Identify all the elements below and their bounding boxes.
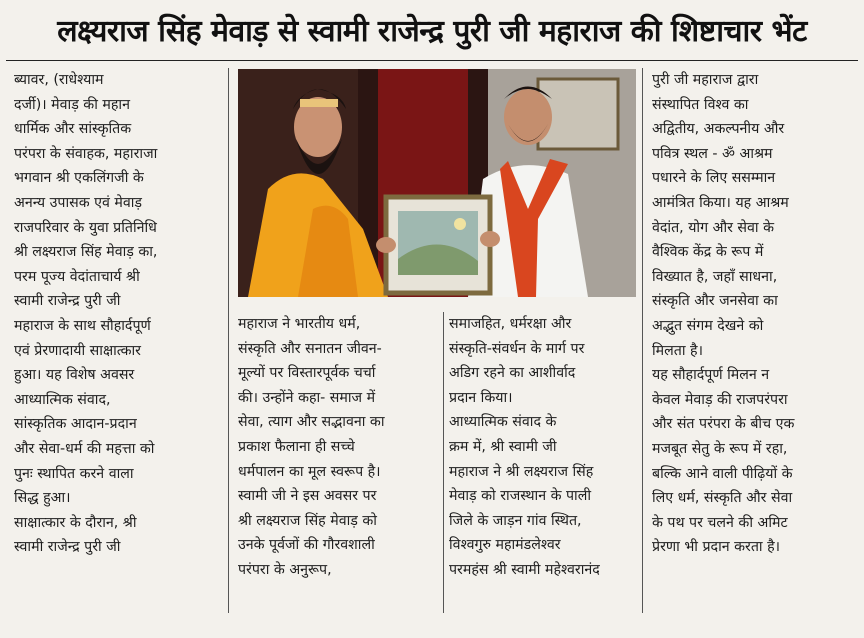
article-line: पवित्र स्थल - ॐ आश्रम	[652, 145, 773, 162]
article-line: क्रम में, श्री स्वामी जी	[449, 438, 557, 455]
article-line: जिले के जाड़न गांव स्थित,	[449, 512, 582, 529]
article-column-1	[14, 68, 220, 560]
article-line: साक्षात्कार के दौरान, श्री	[14, 514, 137, 531]
article-line: विख्यात है, जहाँ साधना,	[652, 268, 778, 285]
article-line: ब्यावर, (राधेश्याम	[14, 72, 104, 88]
article-line: मूल्यों पर विस्तारपूर्वक चर्चा	[238, 365, 376, 382]
article-line: प्रेरणा भी प्रदान करता है।	[652, 539, 781, 556]
article-line: केवल मेवाड़ की राजपरंपरा	[652, 391, 788, 408]
article-line: स्वामी राजेन्द्र पुरी जी	[14, 539, 121, 556]
article-line: आमंत्रित किया। यह आश्रम	[652, 194, 789, 211]
article-line: परमहंस श्री स्वामी महेश्वरानंद	[449, 561, 600, 578]
article-line: श्री लक्ष्यराज सिंह मेवाड़ को	[238, 512, 377, 529]
photo-illustration	[238, 69, 636, 297]
article-line: और संत परंपरा के बीच एक	[652, 416, 795, 433]
article-line: समाजहित, धर्मरक्षा और	[449, 316, 572, 332]
article-line: पधारने के लिए ससम्मान	[652, 170, 776, 187]
article-line: संस्थापित विश्व का	[652, 96, 749, 113]
article-line: भगवान श्री एकलिंगजी के	[14, 170, 144, 187]
article-line: सेवा, त्याग और सद्भावना का	[238, 414, 385, 431]
column-divider	[443, 312, 444, 613]
article-line: यह सौहार्दपूर्ण मिलन न	[652, 367, 770, 384]
article-line: परम पूज्य वेदांताचार्य श्री	[14, 268, 140, 285]
article-line: स्वामी राजेन्द्र पुरी जी	[14, 293, 121, 310]
article-line: महाराज ने श्री लक्ष्यराज सिंह	[449, 463, 594, 480]
article-line: आध्यात्मिक संवाद के	[449, 414, 557, 431]
article-line: दर्जी)। मेवाड़ की महान	[14, 96, 130, 113]
article-line: अद्वितीय, अकल्पनीय और	[652, 121, 785, 138]
article-line: धार्मिक और सांस्कृतिक	[14, 121, 132, 138]
article-line: स्वामी जी ने इस अवसर पर	[238, 488, 377, 505]
article-line: अनन्य उपासक एवं मेवाड़	[14, 194, 143, 211]
article-line: धर्मपालन का मूल स्वरूप है।	[238, 463, 381, 480]
column-divider	[642, 68, 643, 613]
article-line: महाराज ने भारतीय धर्म,	[238, 316, 361, 332]
article-line: एवं प्रेरणादायी साक्षात्कार	[14, 342, 141, 359]
article-line: श्री लक्ष्यराज सिंह मेवाड़ का,	[14, 244, 158, 261]
article-line: परंपरा के अनुरूप,	[238, 561, 332, 578]
article-line: अद्भुत संगम देखने को	[652, 317, 764, 334]
article-line: संस्कृति-संवर्धन के मार्ग पर	[449, 340, 585, 357]
article-line: उनके पूर्वजों की गौरवशाली	[238, 537, 375, 554]
article-line: अडिग रहने का आशीर्वाद	[449, 365, 576, 382]
article-line: संस्कृति और सनातन जीवन-	[238, 340, 382, 357]
news-photo	[238, 69, 636, 297]
article-line: आध्यात्मिक संवाद,	[14, 391, 111, 408]
article-line: के पथ पर चलने की अमिट	[652, 514, 788, 531]
article-line: पुरी जी महाराज द्वारा	[652, 72, 759, 88]
article-line: राजपरिवार के युवा प्रतिनिधि	[14, 219, 157, 236]
article-line: विश्वगुरु महामंडलेश्वर	[449, 537, 561, 554]
article-line: मेवाड़ को राजस्थान के पाली	[449, 488, 592, 505]
article-line: परंपरा के संवाहक, महाराजा	[14, 145, 158, 162]
article-line: सिद्ध हुआ।	[14, 490, 71, 507]
article-line: बल्कि आने वाली पीढ़ियों के	[652, 465, 793, 482]
article-line: प्रदान किया।	[449, 389, 513, 406]
article-line: संस्कृति और जनसेवा का	[652, 293, 778, 310]
article-line: लिए धर्म, संस्कृति और सेवा	[652, 490, 793, 507]
article-line: महाराज के साथ सौहार्दपूर्ण	[14, 317, 151, 334]
article-line: मजबूत सेतु के रूप में रहा,	[652, 440, 788, 457]
headline-divider	[6, 60, 858, 61]
article-line: वैश्विक केंद्र के रूप में	[652, 244, 764, 261]
article-line: सांस्कृतिक आदान-प्रदान	[14, 416, 137, 433]
article-line: और सेवा-धर्म की महत्ता को	[14, 440, 155, 457]
article-column-3	[449, 312, 633, 583]
article-column-4	[652, 68, 852, 560]
article-line: मिलता है।	[652, 342, 703, 359]
article-line: की। उन्होंने कहा- समाज में	[238, 389, 376, 406]
article-line: प्रकाश फैलाना ही सच्चे	[238, 438, 355, 455]
article-line: हुआ। यह विशेष अवसर	[14, 367, 135, 384]
article-line: वेदांत, योग और सेवा के	[652, 219, 774, 236]
column-divider	[228, 68, 229, 613]
headline: लक्ष्यराज सिंह मेवाड़ से स्वामी राजेन्द्र पुरी जी महाराज की शिष्टाचार भेंट	[57, 13, 807, 49]
article-column-2	[238, 312, 434, 583]
article-line: पुनः स्थापित करने वाला	[14, 465, 134, 482]
